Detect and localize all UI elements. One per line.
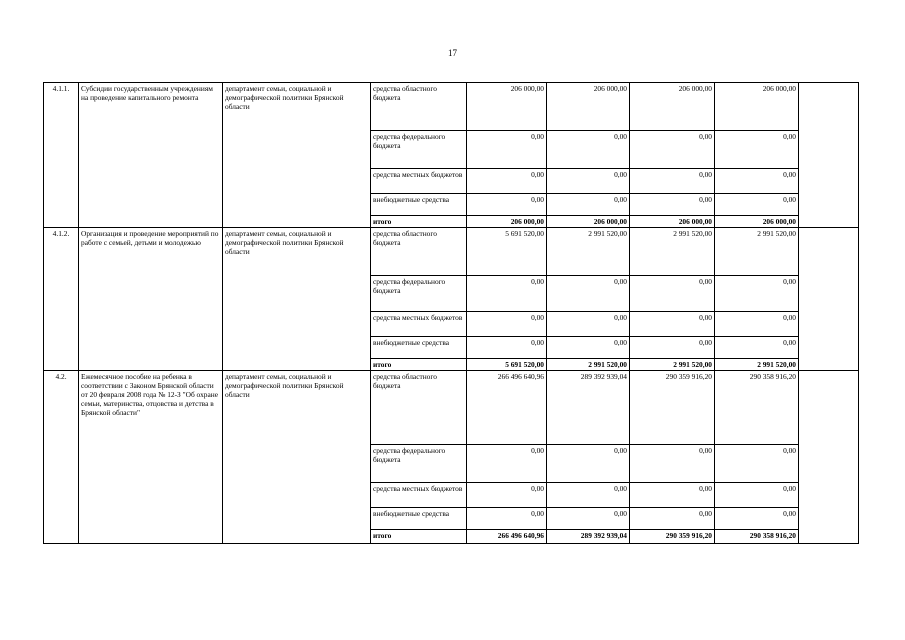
total-cell: 206 000,00 (467, 216, 547, 228)
amount-cell: 289 392 939,04 (547, 371, 630, 445)
item-number: 4.1.1. (44, 83, 79, 228)
empty-cell (799, 371, 859, 544)
amount-cell: 0,00 (715, 337, 799, 359)
source-label: средства местных бюджетов (371, 483, 467, 508)
amount-cell: 0,00 (547, 337, 630, 359)
amount-cell: 0,00 (467, 337, 547, 359)
total-cell: 5 691 520,00 (467, 359, 547, 371)
amount-cell: 290 359 916,20 (630, 371, 715, 445)
total-cell: 2 991 520,00 (547, 359, 630, 371)
amount-cell: 0,00 (547, 312, 630, 337)
source-label: средства федерального бюджета (371, 445, 467, 483)
amount-cell: 0,00 (630, 445, 715, 483)
amount-cell: 0,00 (630, 337, 715, 359)
amount-cell: 0,00 (467, 131, 547, 169)
source-label: средства федерального бюджета (371, 276, 467, 312)
amount-cell: 0,00 (467, 276, 547, 312)
amount-cell: 0,00 (547, 508, 630, 530)
source-label: средства федерального бюджета (371, 131, 467, 169)
amount-cell: 0,00 (630, 508, 715, 530)
amount-cell: 0,00 (715, 131, 799, 169)
total-cell: 2 991 520,00 (715, 359, 799, 371)
item-number: 4.1.2. (44, 228, 79, 371)
total-cell: 289 392 939,04 (547, 530, 630, 544)
total-cell: 206 000,00 (715, 216, 799, 228)
amount-cell: 0,00 (467, 194, 547, 216)
amount-cell: 0,00 (467, 445, 547, 483)
source-label: внебюджетные средства (371, 337, 467, 359)
amount-cell: 0,00 (715, 276, 799, 312)
total-label: итого (371, 359, 467, 371)
amount-cell: 0,00 (467, 483, 547, 508)
amount-cell: 0,00 (715, 194, 799, 216)
source-label: средства областного бюджета (371, 83, 467, 131)
amount-cell: 0,00 (547, 194, 630, 216)
amount-cell: 0,00 (547, 131, 630, 169)
item-number: 4.2. (44, 371, 79, 544)
source-label: средства местных бюджетов (371, 312, 467, 337)
amount-cell: 0,00 (715, 483, 799, 508)
amount-cell: 2 991 520,00 (715, 228, 799, 276)
amount-cell: 206 000,00 (467, 83, 547, 131)
amount-cell: 206 000,00 (547, 83, 630, 131)
amount-cell: 2 991 520,00 (547, 228, 630, 276)
item-name: Субсидии государственным учреждениям на проведение капитального ремонта (79, 83, 223, 228)
amount-cell: 2 991 520,00 (630, 228, 715, 276)
total-cell: 266 496 640,96 (467, 530, 547, 544)
source-label: средства областного бюджета (371, 371, 467, 445)
item-name: Организация и проведение мероприятий по работе с семьей, детьми и молодежью (79, 228, 223, 371)
amount-cell: 0,00 (467, 169, 547, 194)
amount-cell: 0,00 (467, 508, 547, 530)
item-executor: департамент семьи, социальной и демографической политики Брянской области (223, 228, 371, 371)
amount-cell: 0,00 (547, 276, 630, 312)
total-cell: 290 359 916,20 (630, 530, 715, 544)
amount-cell: 0,00 (630, 131, 715, 169)
amount-cell: 0,00 (715, 445, 799, 483)
total-cell: 206 000,00 (547, 216, 630, 228)
source-label: средства областного бюджета (371, 228, 467, 276)
amount-cell: 5 691 520,00 (467, 228, 547, 276)
amount-cell: 0,00 (715, 312, 799, 337)
amount-cell: 0,00 (547, 169, 630, 194)
empty-cell (799, 83, 859, 228)
amount-cell: 0,00 (547, 483, 630, 508)
amount-cell: 0,00 (630, 169, 715, 194)
amount-cell: 0,00 (630, 194, 715, 216)
source-label: внебюджетные средства (371, 508, 467, 530)
item-executor: департамент семьи, социальной и демографической политики Брянской области (223, 371, 371, 544)
amount-cell: 266 496 640,96 (467, 371, 547, 445)
amount-cell: 290 358 916,20 (715, 371, 799, 445)
total-label: итого (371, 216, 467, 228)
amount-cell: 0,00 (467, 312, 547, 337)
amount-cell: 206 000,00 (715, 83, 799, 131)
page-number: 17 (448, 48, 457, 58)
amount-cell: 0,00 (630, 483, 715, 508)
amount-cell: 0,00 (547, 445, 630, 483)
table-row (44, 228, 859, 276)
total-label: итого (371, 530, 467, 544)
item-name: Ежемесячное пособие на ребенка в соответствии с Законом Брянской области от 20 февраля 2008 года № 12-З "Об охране семьи, материнства, отцовства и детства в Брянской области" (79, 371, 223, 544)
amount-cell: 206 000,00 (630, 83, 715, 131)
table-row (44, 371, 859, 445)
amount-cell: 0,00 (715, 508, 799, 530)
amount-cell: 0,00 (630, 276, 715, 312)
source-label: средства местных бюджетов (371, 169, 467, 194)
amount-cell: 0,00 (630, 312, 715, 337)
empty-cell (799, 228, 859, 371)
table-row (44, 83, 859, 131)
budget-table (43, 82, 859, 544)
total-cell: 2 991 520,00 (630, 359, 715, 371)
source-label: внебюджетные средства (371, 194, 467, 216)
total-cell: 206 000,00 (630, 216, 715, 228)
item-executor: департамент семьи, социальной и демографической политики Брянской области (223, 83, 371, 228)
total-cell: 290 358 916,20 (715, 530, 799, 544)
amount-cell: 0,00 (715, 169, 799, 194)
